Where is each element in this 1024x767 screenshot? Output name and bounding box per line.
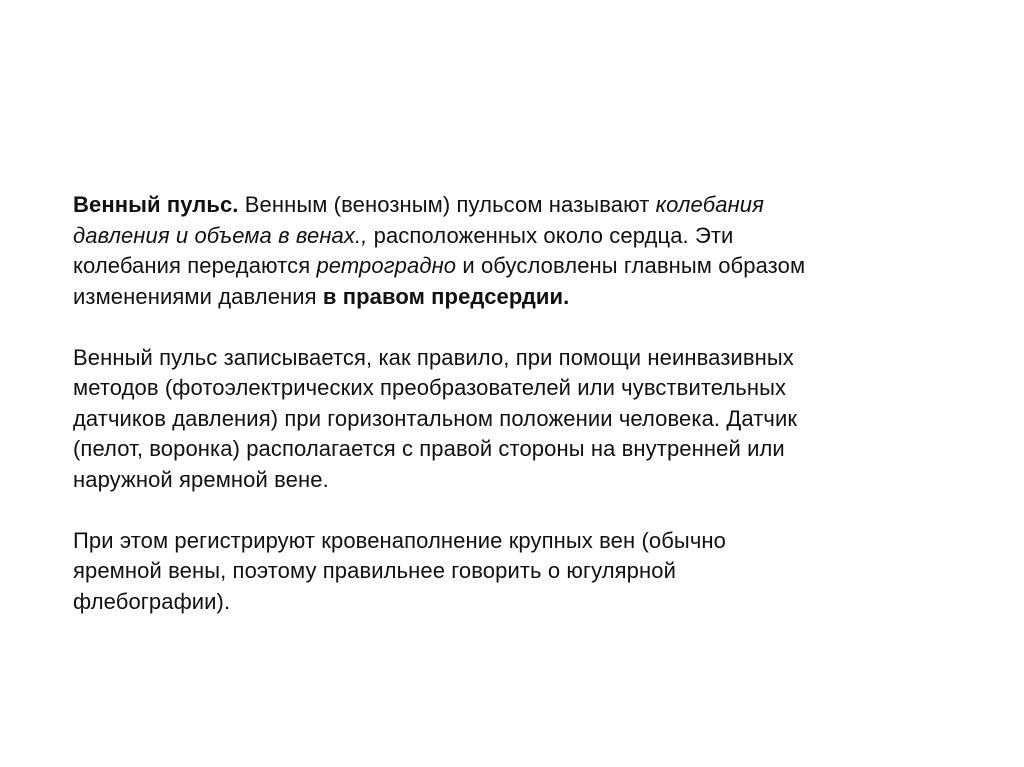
paragraph-recording-methods: [73, 343, 973, 496]
text-line: [73, 190, 973, 221]
paragraph-gap: [73, 495, 973, 526]
text-run: расположенных около сердца. Эти: [367, 222, 734, 248]
paragraph-phlebography: [73, 526, 973, 618]
text-line: флебографии).: [73, 588, 231, 614]
text-line: [73, 282, 973, 313]
paragraph-venous-pulse-definition: [73, 190, 973, 312]
text-line: [73, 251, 973, 282]
text-line: наружной яремной вене.: [73, 466, 329, 492]
term-heading: Венный пульс.: [73, 192, 239, 217]
text-run: колебания передаются: [73, 253, 317, 278]
text-run: и обусловлены главным образом: [456, 253, 806, 278]
text-line: методов (фотоэлектрических преобразователей или чувствительных: [73, 375, 787, 400]
text-run: Венным (венозным) пульсом называют: [238, 192, 656, 217]
slide-text-body: [73, 190, 973, 617]
bold-emphasis: в правом предсердии.: [322, 283, 570, 309]
text-line: датчиков давления) при горизонтальном положении человека. Датчик: [73, 405, 798, 431]
text-line: (пелот, воронка) располагается с правой стороны на внутренней или: [73, 436, 785, 461]
text-line: [73, 221, 973, 252]
text-run: изменениями давления: [73, 283, 323, 309]
italic-term: колебания: [655, 192, 764, 217]
paragraph-gap: [73, 312, 973, 343]
italic-term: давления и объема в венах.,: [73, 222, 368, 248]
text-line: Венный пульс записывается, как правило, при помощи неинвазивных: [73, 344, 794, 370]
italic-term: ретроградно: [316, 253, 457, 278]
text-line: При этом регистрируют кровенаполнение крупных вен (обычно: [73, 527, 726, 553]
text-line: яремной вены, поэтому правильнее говорить о югулярной: [73, 558, 676, 583]
